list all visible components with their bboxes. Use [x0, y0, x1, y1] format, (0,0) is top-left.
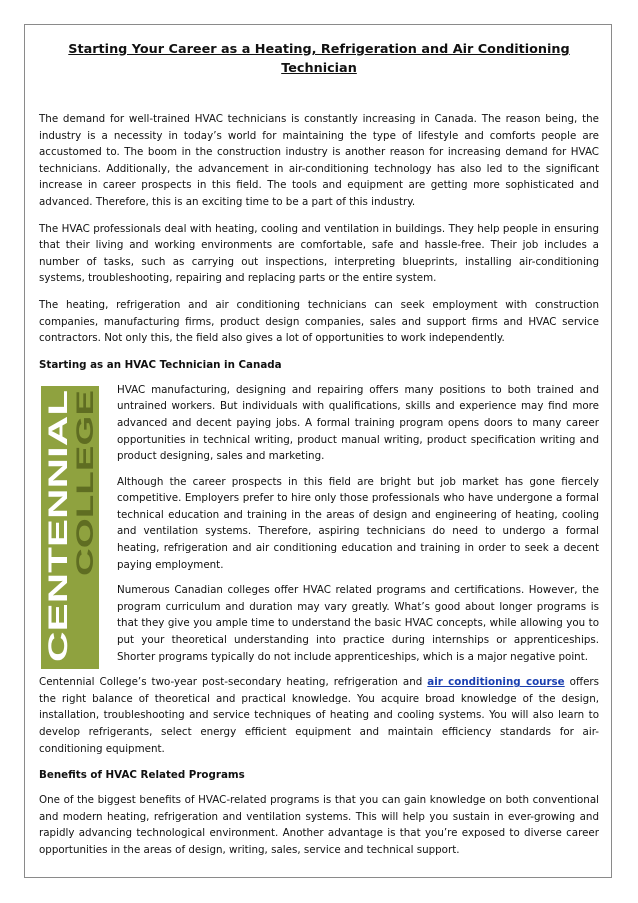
section-1-body [99, 382, 599, 675]
logo-word-college: COLLEGE [72, 459, 99, 576]
air-conditioning-course-link[interactable]: air conditioning course [427, 676, 565, 689]
logo-and-text-block [39, 382, 599, 675]
section-1-paragraph-2: Although the career prospects in this field are bright but job market has gone fiercely competitive. Employers prefer to hire only those professionals who have undergone a formal technical education and training in the areas of design and engineering of heating, cooling and ventilation systems. Therefore, aspiring technicians do need to undergo a formal heating, refrigeration and air conditioning education and training in order to seek a decent paying employment. [117, 475, 599, 571]
intro-paragraph-3: The heating, refrigeration and air conditioning technicians can seek employment with construction companies, manufacturing firms, product design companies, sales and support firms and HVAC service contractors. Not only this, the field also gives a lot of opportunities to work independently. [39, 298, 599, 345]
section-1-paragraph-3: Numerous Canadian colleges offer HVAC related programs and certifications. However, the program curriculum and duration may vary greatly. What’s good about longer programs is that they give you ample time to understand the basic HVAC concepts, while allowing you to put your theoretical understanding into practice during internships or apprenticeships. Shorter programs typically do not include apprenticeships, which is a major negative point. [117, 584, 599, 663]
centennial-text-after-link: offers the right balance of theoretical and practical knowledge. You acquire broad knowledge of the design, installation, troubleshooting and service techniques of heating and cooling systems. You will also learn to develop refrigerants, select energy efficient equipment and maintain efficiency standards for air-conditioning equipment. [39, 676, 599, 755]
document-page [39, 40, 599, 869]
logo-word-centennial: CENTENNIAL [43, 487, 73, 662]
intro-paragraph-1: The demand for well-trained HVAC technicians is constantly increasing in Canada. The reason being, the industry is a necessity in today’s world for maintaining the type of lifestyle and comforts people are accustomed to. The boom in the construction industry is another reason for increasing demand for HVAC technicians. Additionally, the advancement in air-conditioning technology has also led to the significant increase in career prospects in this field. The tools and equipment are getting more sophisticated and advanced. Therefore, this is an exciting time to be a part of this industry. [39, 113, 599, 208]
benefits-paragraph: One of the biggest benefits of HVAC-related programs is that you can gain knowledge on both conventional and modern heating, refrigeration and ventilation systems. This will help you sustain in ever-growing and rapidly advancing technological environment. Another advantage is that you’re exposed to diverse career opportunities in the areas of design, writing, sales, service and technical support. [39, 794, 599, 856]
section-1-paragraph-1: HVAC manufacturing, designing and repairing offers many positions to both trained and untrained workers. But individuals with qualifications, skills and experience may find more advanced and decent paying jobs. A formal training program opens doors to many career opportunities in technical writing, product manual writing, product specification writing and product designing, sales and marketing. [117, 383, 599, 463]
title-line-1: Starting Your Career as a Heating, Refrigeration and Air Conditioning [68, 42, 570, 57]
title-line-2: Technician [281, 61, 357, 76]
document-title [39, 40, 599, 78]
section-heading-benefits: Benefits of HVAC Related Programs [39, 769, 245, 782]
section-heading-starting: Starting as an HVAC Technician in Canada [39, 358, 282, 371]
intro-paragraph-2: The HVAC professionals deal with heating, cooling and ventilation in buildings. They help people in ensuring that their living and working environments are comfortable, safe and hassle-free. Their job includes a number of tasks, such as carrying out inspections, interpreting blueprints, installing air-conditioning systems, troubleshooting, repairing and replacing parts or the entire system. [39, 222, 599, 285]
centennial-college-logo [41, 386, 99, 669]
centennial-text-before-link: Centennial College’s two-year post-secondary heating, refrigeration and [39, 676, 428, 689]
logo-wordmark-icon [41, 386, 99, 669]
centennial-paragraph [39, 674, 599, 757]
